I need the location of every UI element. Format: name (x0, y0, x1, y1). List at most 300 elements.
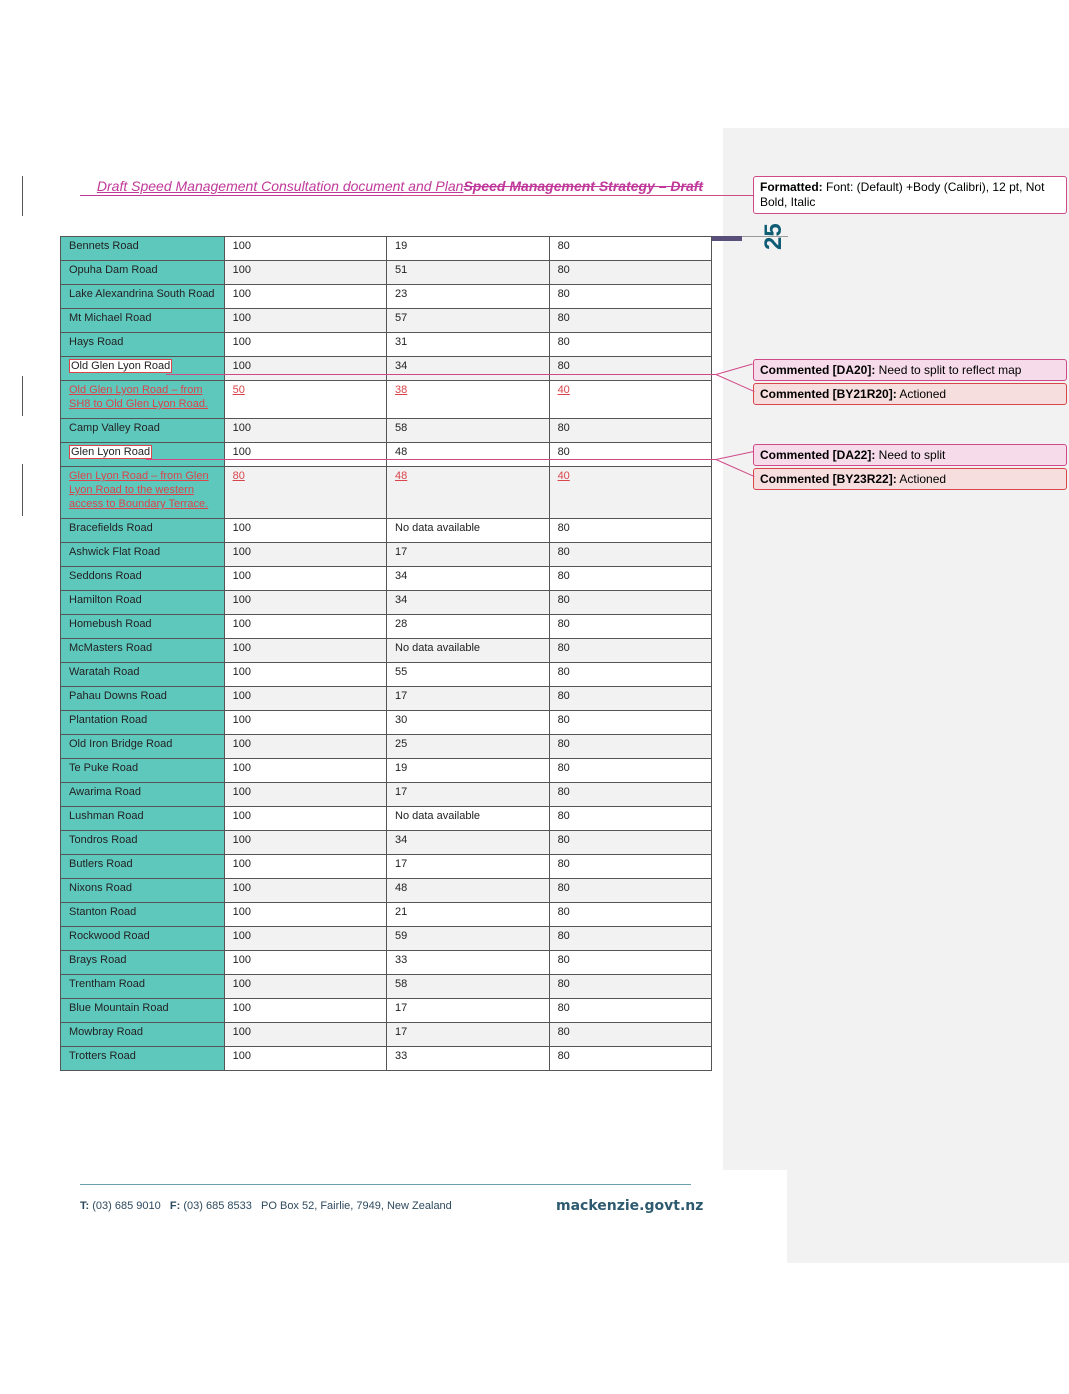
cell-value: 100 (232, 360, 251, 372)
value-cell (224, 879, 386, 903)
value-cell (549, 285, 711, 309)
value-cell (387, 999, 550, 1023)
value-cell (224, 951, 386, 975)
value-cell (224, 663, 386, 687)
value-cell (387, 333, 550, 357)
comment-label: Commented [BY23R22]: (760, 472, 897, 486)
value-cell (549, 567, 711, 591)
value-cell (549, 759, 711, 783)
cell-value: 100 (232, 690, 251, 702)
road-name-cell (61, 855, 225, 879)
road-name: Hays Road (69, 336, 124, 348)
cell-value: 100 (232, 738, 251, 750)
cell-value: 80 (557, 618, 570, 630)
cell-value: 80 (557, 810, 570, 822)
road-name: Brays Road (69, 954, 127, 966)
cell-value: 80 (557, 834, 570, 846)
road-name: Plantation Road (69, 714, 148, 726)
road-name: Old Iron Bridge Road (69, 738, 173, 750)
value-cell (224, 999, 386, 1023)
value-cell (387, 237, 550, 261)
header-inserted-title: Draft Speed Management Consultation document and Plan (96, 178, 464, 194)
value-cell (549, 615, 711, 639)
road-name: Nixons Road (69, 882, 132, 894)
road-name-cell (61, 903, 225, 927)
cell-value: 34 (395, 360, 408, 372)
value-cell (549, 663, 711, 687)
cell-value: 80 (557, 882, 570, 894)
road-name: Stanton Road (69, 906, 137, 918)
table-row (61, 975, 712, 999)
cell-value: 80 (557, 422, 570, 434)
road-name-cell (61, 543, 225, 567)
table-row (61, 591, 712, 615)
value-cell (549, 419, 711, 443)
value-cell (387, 261, 550, 285)
cell-value: 100 (232, 810, 251, 822)
value-cell (224, 831, 386, 855)
road-name-cell (61, 419, 225, 443)
cell-value: 100 (232, 446, 251, 458)
cell-value: No data available (395, 522, 481, 534)
road-name: Glen Lyon Road (71, 446, 151, 458)
value-cell (224, 975, 386, 999)
value-cell (387, 759, 550, 783)
markup-pane (723, 128, 1069, 1263)
value-cell (224, 1047, 386, 1071)
cell-value: 100 (232, 546, 251, 558)
cell-value: 58 (395, 422, 408, 434)
road-name: Butlers Road (69, 858, 133, 870)
value-cell (224, 567, 386, 591)
value-cell (549, 687, 711, 711)
cell-value: 80 (232, 470, 245, 482)
table-row (61, 735, 712, 759)
value-cell (387, 1047, 550, 1071)
road-name-cell (61, 381, 225, 419)
cell-value: 100 (232, 834, 251, 846)
footer-phone-label: T: (80, 1200, 90, 1212)
value-cell (549, 261, 711, 285)
table-row (61, 237, 712, 261)
value-cell (549, 999, 711, 1023)
value-cell (224, 783, 386, 807)
table-row (61, 615, 712, 639)
footer-website[interactable]: mackenzie.govt.nz (556, 1198, 704, 1214)
value-cell (224, 519, 386, 543)
road-name: Trentham Road (69, 978, 146, 990)
cell-value: No data available (395, 810, 481, 822)
table-row (61, 855, 712, 879)
value-cell (387, 381, 550, 419)
cell-value: 100 (232, 336, 251, 348)
comment-formatted[interactable] (753, 176, 1067, 214)
table-row (61, 951, 712, 975)
table-row (61, 309, 712, 333)
cell-value: 48 (395, 446, 408, 458)
road-name: Bennets Road (69, 240, 139, 252)
table-row (61, 927, 712, 951)
cell-value: 100 (232, 714, 251, 726)
road-name-cell (61, 443, 225, 467)
comment-leader-line (166, 374, 716, 375)
cell-value: 100 (232, 762, 251, 774)
road-name-cell (61, 237, 225, 261)
cell-value: 100 (232, 642, 251, 654)
table-row (61, 663, 712, 687)
value-cell (549, 903, 711, 927)
road-name: Hamilton Road (69, 594, 142, 606)
value-cell (549, 591, 711, 615)
road-name: Lake Alexandrina South Road (69, 288, 215, 300)
value-cell (387, 687, 550, 711)
comment-leader-line (146, 459, 716, 460)
road-speed-table (60, 236, 712, 1071)
value-cell (387, 951, 550, 975)
value-cell (387, 1023, 550, 1047)
cell-value: 34 (395, 594, 408, 606)
road-name-cell (61, 615, 225, 639)
cell-value: 80 (557, 786, 570, 798)
road-name-cell (61, 519, 225, 543)
value-cell (224, 285, 386, 309)
table-row (61, 543, 712, 567)
cell-value: 58 (395, 978, 408, 990)
cell-value: 80 (557, 570, 570, 582)
road-name: Waratah Road (69, 666, 140, 678)
cell-value: 100 (232, 786, 251, 798)
value-cell (224, 735, 386, 759)
value-cell (387, 735, 550, 759)
footer-fax: (03) 685 8533 (183, 1200, 252, 1212)
value-cell (224, 903, 386, 927)
road-name-cell (61, 333, 225, 357)
road-name-cell (61, 783, 225, 807)
cell-value: 100 (232, 264, 251, 276)
value-cell (387, 711, 550, 735)
road-name: Bracefields Road (69, 522, 153, 534)
cell-value: 17 (395, 1026, 408, 1038)
comment-text: Font: (Default) +Body (Calibri), 12 pt, Not Bold, Italic (760, 180, 1045, 209)
value-cell (224, 467, 386, 519)
comment-by23r22[interactable] (753, 468, 1067, 490)
value-cell (387, 903, 550, 927)
comment-label: Commented [BY21R20]: (760, 387, 897, 401)
cell-value: 80 (557, 240, 570, 252)
cell-value: 80 (557, 858, 570, 870)
cell-value: 100 (232, 594, 251, 606)
cell-value: 100 (232, 666, 251, 678)
value-cell (549, 831, 711, 855)
road-name-cell (61, 831, 225, 855)
value-cell (387, 519, 550, 543)
road-name: Awarima Road (69, 786, 141, 798)
value-cell (549, 333, 711, 357)
value-cell (387, 419, 550, 443)
table-row (61, 711, 712, 735)
road-name: Old Glen Lyon Road – from SH8 to Old Glen Lyon Road. (69, 384, 209, 410)
cell-value: 100 (232, 312, 251, 324)
cell-value: 19 (395, 762, 408, 774)
value-cell (224, 419, 386, 443)
value-cell (549, 711, 711, 735)
comment-da20[interactable] (753, 359, 1067, 381)
value-cell (549, 735, 711, 759)
table-row (61, 1047, 712, 1071)
value-cell (549, 783, 711, 807)
comment-da22[interactable] (753, 444, 1067, 466)
cell-value: 23 (395, 288, 408, 300)
road-name: Mowbray Road (69, 1026, 143, 1038)
road-name-cell (61, 687, 225, 711)
cell-value: No data available (395, 642, 481, 654)
cell-value: 100 (232, 522, 251, 534)
comment-leader-line (402, 195, 753, 196)
road-name-cell (61, 975, 225, 999)
value-cell (549, 855, 711, 879)
road-name: Blue Mountain Road (69, 1002, 169, 1014)
value-cell (549, 467, 711, 519)
road-name: Opuha Dam Road (69, 264, 158, 276)
cell-value: 100 (232, 288, 251, 300)
road-name-cell (61, 951, 225, 975)
value-cell (224, 591, 386, 615)
cell-value: 38 (395, 384, 408, 396)
value-cell (224, 333, 386, 357)
footer-address: PO Box 52, Fairlie, 7949, New Zealand (261, 1200, 452, 1212)
comment-by21r20[interactable] (753, 383, 1067, 405)
road-name-cell (61, 639, 225, 663)
cell-value: 80 (557, 1050, 570, 1062)
value-cell (224, 261, 386, 285)
value-cell (387, 663, 550, 687)
cell-value: 40 (557, 470, 570, 482)
value-cell (224, 237, 386, 261)
change-bar (22, 464, 23, 516)
cell-value: 48 (395, 470, 408, 482)
value-cell (224, 711, 386, 735)
value-cell (387, 309, 550, 333)
value-cell (549, 237, 711, 261)
cell-value: 50 (232, 384, 245, 396)
road-name: Rockwood Road (69, 930, 150, 942)
page-number: 25 (760, 223, 787, 250)
cell-value: 100 (232, 1026, 251, 1038)
road-name-cell (61, 357, 225, 381)
cell-value: 100 (232, 930, 251, 942)
cell-value: 100 (232, 1050, 251, 1062)
value-cell (549, 807, 711, 831)
cell-value: 80 (557, 954, 570, 966)
cell-value: 57 (395, 312, 408, 324)
value-cell (224, 615, 386, 639)
footer-contact (80, 1200, 452, 1212)
table-row (61, 1023, 712, 1047)
cell-value: 80 (557, 336, 570, 348)
road-name-cell (61, 261, 225, 285)
value-cell (224, 443, 386, 467)
cell-value: 33 (395, 1050, 408, 1062)
road-name: Tondros Road (69, 834, 138, 846)
cell-value: 17 (395, 546, 408, 558)
cell-value: 80 (557, 666, 570, 678)
cell-value: 48 (395, 882, 408, 894)
value-cell (224, 543, 386, 567)
value-cell (224, 381, 386, 419)
table-row (61, 357, 712, 381)
comment-text: Actioned (896, 472, 947, 486)
value-cell (549, 951, 711, 975)
comment-label: Commented [DA20]: (760, 363, 876, 377)
value-cell (224, 759, 386, 783)
cell-value: 31 (395, 336, 408, 348)
value-cell (549, 927, 711, 951)
cell-value: 80 (557, 714, 570, 726)
road-name-cell (61, 927, 225, 951)
table-row (61, 333, 712, 357)
cell-value: 100 (232, 422, 251, 434)
road-name-cell (61, 285, 225, 309)
cell-value: 80 (557, 264, 570, 276)
road-name: Lushman Road (69, 810, 144, 822)
cell-value: 80 (557, 762, 570, 774)
comment-label: Commented [DA22]: (760, 448, 876, 462)
road-name-cell (61, 663, 225, 687)
cell-value: 21 (395, 906, 408, 918)
value-cell (387, 615, 550, 639)
table-row (61, 999, 712, 1023)
cell-value: 80 (557, 446, 570, 458)
cell-value: 100 (232, 858, 251, 870)
cell-value: 17 (395, 786, 408, 798)
value-cell (549, 443, 711, 467)
road-name-cell (61, 759, 225, 783)
comment-label: Formatted: (760, 180, 823, 194)
road-name-cell (61, 735, 225, 759)
cell-value: 34 (395, 834, 408, 846)
comment-text: Actioned (896, 387, 947, 401)
value-cell (549, 543, 711, 567)
cell-value: 80 (557, 312, 570, 324)
cell-value: 17 (395, 690, 408, 702)
value-cell (387, 855, 550, 879)
table-row (61, 759, 712, 783)
cell-value: 30 (395, 714, 408, 726)
table-row (61, 419, 712, 443)
value-cell (224, 309, 386, 333)
value-cell (387, 285, 550, 309)
table-row (61, 467, 712, 519)
road-name: Old Glen Lyon Road (71, 360, 171, 372)
change-bar (22, 376, 23, 416)
road-name: Camp Valley Road (69, 422, 160, 434)
value-cell (387, 567, 550, 591)
cell-value: 33 (395, 954, 408, 966)
value-cell (549, 357, 711, 381)
value-cell (387, 467, 550, 519)
header-deleted-title: Speed Management Strategy – Draft (463, 178, 704, 194)
cell-value: 100 (232, 618, 251, 630)
cell-value: 80 (557, 360, 570, 372)
value-cell (224, 927, 386, 951)
value-cell (387, 639, 550, 663)
cell-value: 80 (557, 930, 570, 942)
road-name: Mt Michael Road (69, 312, 152, 324)
cell-value: 80 (557, 546, 570, 558)
cell-value: 19 (395, 240, 408, 252)
cell-value: 80 (557, 522, 570, 534)
cell-value: 17 (395, 1002, 408, 1014)
value-cell (224, 1023, 386, 1047)
cell-value: 80 (557, 738, 570, 750)
value-cell (224, 807, 386, 831)
cell-value: 80 (557, 690, 570, 702)
road-name-cell (61, 1047, 225, 1071)
table-row (61, 687, 712, 711)
table-row (61, 903, 712, 927)
table-row (61, 783, 712, 807)
table-row (61, 261, 712, 285)
value-cell (387, 831, 550, 855)
table-row (61, 879, 712, 903)
cell-value: 51 (395, 264, 408, 276)
cell-value: 80 (557, 906, 570, 918)
table-row (61, 831, 712, 855)
value-cell (549, 639, 711, 663)
table-row (61, 285, 712, 309)
cell-value: 100 (232, 882, 251, 894)
cell-value: 59 (395, 930, 408, 942)
value-cell (387, 783, 550, 807)
cell-value: 55 (395, 666, 408, 678)
value-cell (387, 357, 550, 381)
value-cell (549, 381, 711, 419)
cell-value: 80 (557, 642, 570, 654)
road-name: Seddons Road (69, 570, 142, 582)
road-name: Glen Lyon Road – from Glen Lyon Road to the western access to Boundary Terrace. (69, 470, 209, 510)
cell-value: 80 (557, 594, 570, 606)
cell-value: 28 (395, 618, 408, 630)
footer-fax-label: F: (169, 1200, 181, 1212)
value-cell (387, 927, 550, 951)
document-header (80, 176, 720, 196)
value-cell (387, 591, 550, 615)
road-name-cell (61, 1023, 225, 1047)
value-cell (387, 879, 550, 903)
cell-value: 17 (395, 858, 408, 870)
road-name: Te Puke Road (69, 762, 139, 774)
cell-value: 80 (557, 1002, 570, 1014)
table-row (61, 381, 712, 419)
road-name-cell (61, 807, 225, 831)
table-row (61, 639, 712, 663)
road-name-cell (61, 879, 225, 903)
road-name: Homebush Road (69, 618, 152, 630)
footer-rule (80, 1184, 691, 1185)
value-cell (549, 975, 711, 999)
comment-text: Need to split (875, 448, 946, 462)
road-name-cell (61, 309, 225, 333)
footer-phone: (03) 685 9010 (92, 1200, 161, 1212)
road-name: Trotters Road (69, 1050, 136, 1062)
cell-value: 100 (232, 978, 251, 990)
value-cell (224, 687, 386, 711)
value-cell (549, 309, 711, 333)
table-row (61, 443, 712, 467)
cell-value: 100 (232, 240, 251, 252)
value-cell (387, 443, 550, 467)
road-name-cell (61, 711, 225, 735)
